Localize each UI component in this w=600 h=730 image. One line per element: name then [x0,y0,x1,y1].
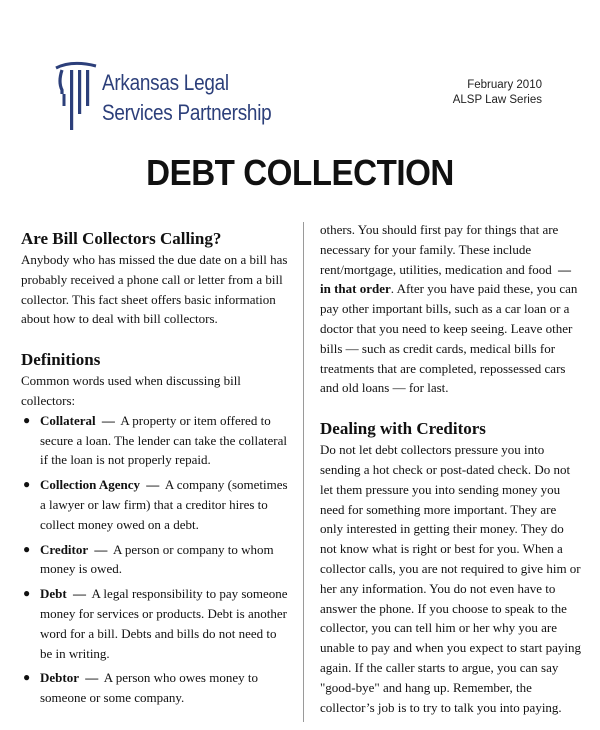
definition-term: Collateral [40,412,96,428]
org-name-line1: Arkansas Legal [102,70,229,95]
continued-paragraph [320,220,582,398]
bullet-dot-icon: ● [23,412,31,427]
alsp-columns-logo-icon [52,60,100,132]
definition-separator: — [146,477,160,493]
bullet-dot-icon: ● [23,477,31,492]
definition-text: A person who owes money to someone or some company. [40,670,258,706]
publication-series: ALSP Law Series [452,94,542,106]
definitions-list [21,411,291,708]
org-name-line2: Services Partnership [102,100,272,125]
definition-item [21,540,291,580]
definitions-lead: Common words used when discussing bill collectors: [21,373,241,408]
organization-logo [52,60,312,140]
definition-text: A person or company to whom money is owed. [40,541,274,577]
definition-term: Collection Agency [40,477,141,493]
continued-text-start: others. You should first pay for things that are necessary for your family. These include rent/mortgage, utilities, medication and food [320,222,559,277]
definition-item [21,584,291,663]
definition-term: Debt [40,586,67,602]
definition-separator: — [101,412,115,428]
column-divider [303,222,304,722]
definitions-heading: Definitions [21,350,101,370]
continued-text-end: . After you have paid these, you can pay other important bills, such as a car loan or a doctor that you need to keep seeing. Leave other bills — such as credit cards, medical bills for treatments that are completed, repossessed cars and old loans — for last. [320,281,578,396]
bullet-dot-icon: ● [23,670,31,685]
creditors-heading: Dealing with Creditors [320,419,486,439]
page-title: DEBT COLLECTION [146,152,454,193]
right-column [320,220,582,717]
definition-item [21,475,291,534]
definition-text: A company (sometimes a lawyer or law firm) that a creditor hires to collect money owed on a debt. [40,477,288,532]
definition-term: Creditor [40,541,89,557]
creditors-paragraph: Do not let debt collectors pressure you into sending a hot check or post-dated check. Do not let them pressure you into sending money you need for something more important. They are only interested in getting their money. They do not know what is right or best for you. When a collector calls, you are not required to give him or her any information. You do not even have to answer the phone. If you choose to speak to the collector, you can tell him or her why you are unable to pay and when you expect to start paying again. If the caller starts to argue, you can say "good-bye" and hang up. Remember, the collector’s job is to try to talk you into paying. [320,442,582,715]
bullet-dot-icon: ● [23,541,31,556]
continued-dash: — [554,261,572,277]
intro-heading: Are Bill Collectors Calling? [21,229,222,248]
definition-text: A property or item offered to secure a loan. The lender can take the collateral if the loan is not properly repaid. [40,412,287,468]
definition-separator: — [94,541,108,557]
left-column [21,228,291,713]
definition-term: Debtor [40,670,79,686]
publication-meta [453,78,542,108]
continued-emphasis: in that order [320,281,391,297]
bullet-dot-icon: ● [23,586,31,601]
intro-paragraph: Anybody who has missed the due date on a bill has probably received a phone call or letter from a bill collector. This fact sheet offers basic information about how to deal with bill collectors. [21,252,288,327]
definition-text: A legal responsibility to pay someone money for services or products. Debt is another word for a bill. Debts and bills do not need to be in writing. [40,586,288,661]
definition-item [21,668,291,708]
definition-separator: — [85,670,99,686]
definition-item [21,411,291,470]
publication-date: February 2010 [467,79,542,91]
definition-separator: — [72,586,86,602]
